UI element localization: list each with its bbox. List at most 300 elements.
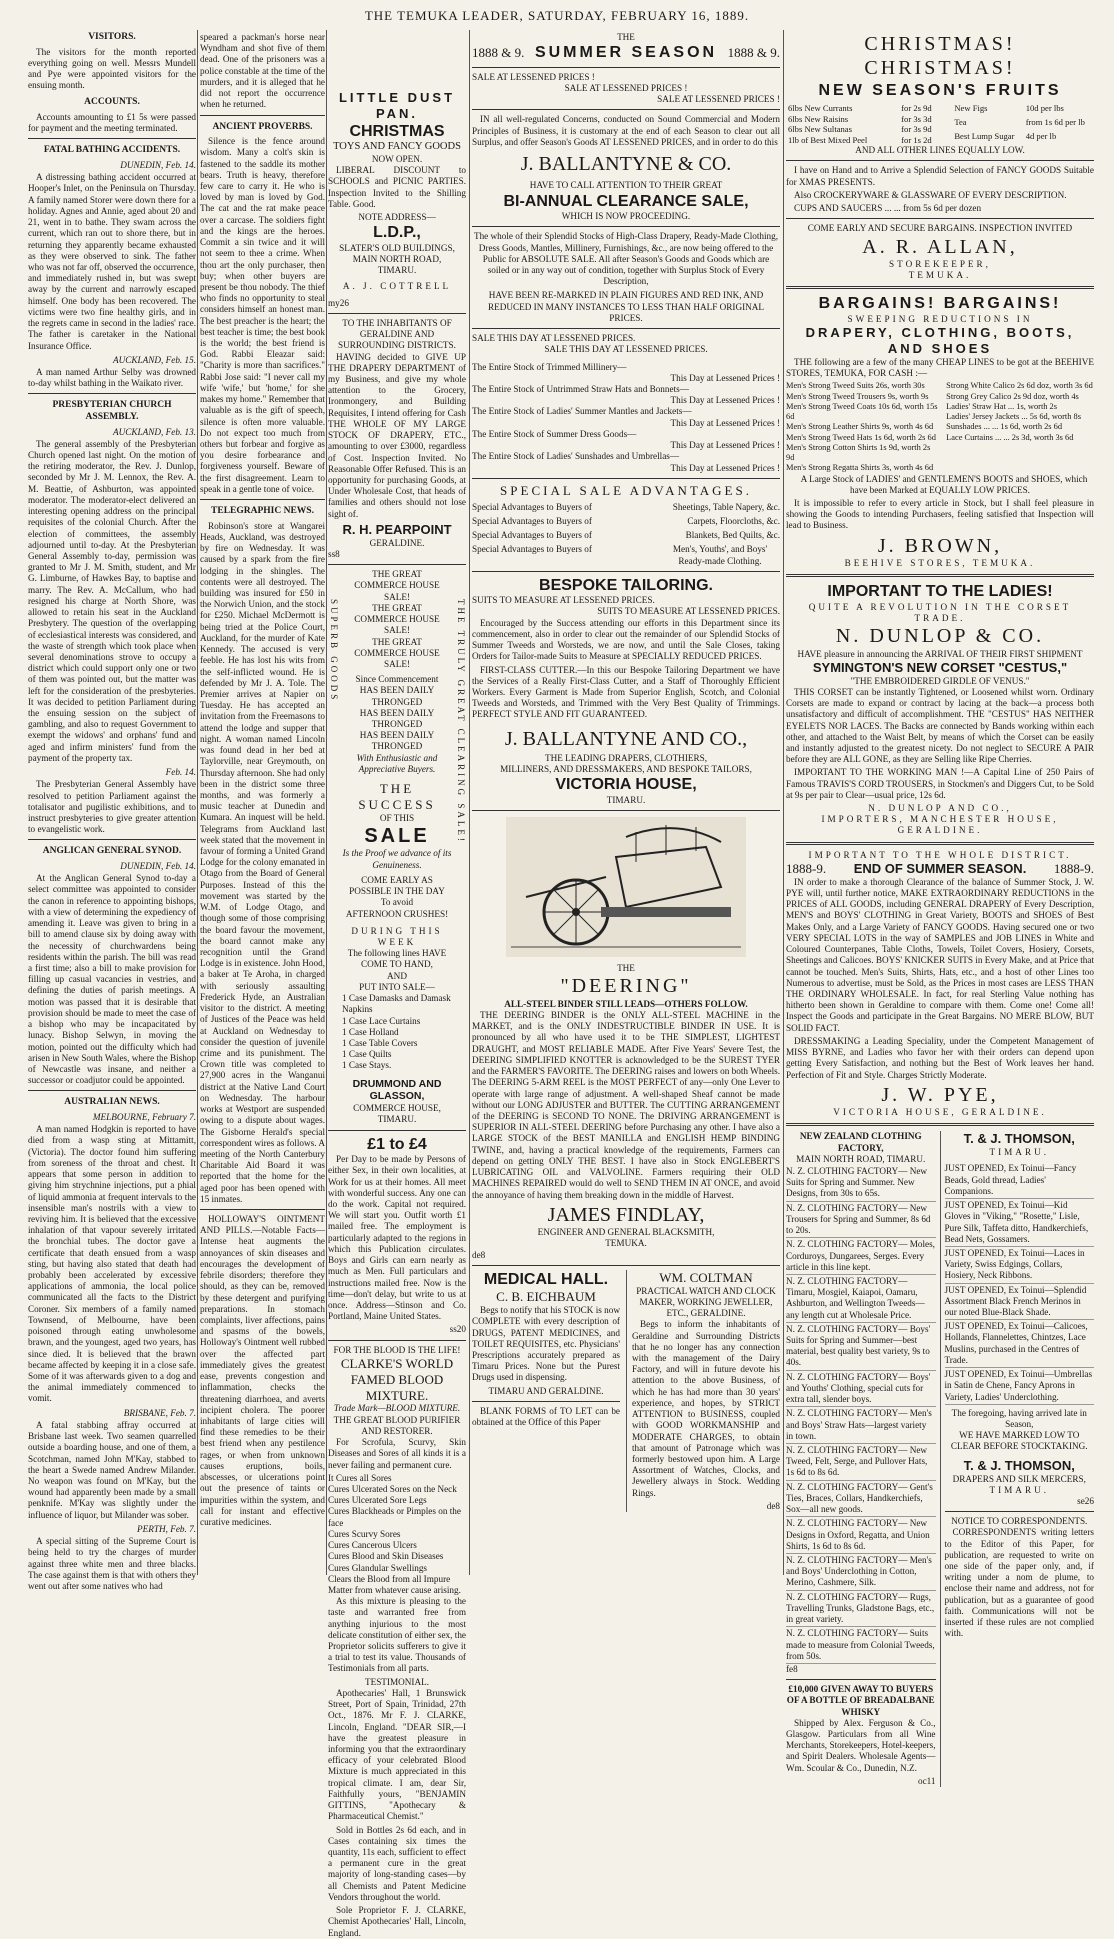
whisky-heading: £10,000 GIVEN AWAY TO BUYERS OF A BOTTLE OF BREADALBANE WHISKY [786, 1684, 935, 1717]
sale-enthusiastic: With Enthusiastic and Appreciative Buyers. [356, 752, 438, 774]
coltman-sub: PRACTICAL WATCH AND CLOCK MAKER, WORKING JEWELLER, ETC., GERALDINE. [636, 1285, 776, 1319]
nzcf-item: N. Z. CLOTHING FACTORY— Timaru, Mosgiel, Kaiapoi, Oamaru, Ashburton, and Wellington Tweeds—any length cut at Wholesale Price. [786, 1275, 936, 1323]
milliners: MILLINERS, AND DRESSMAKERS, AND BESPOKE TAILORS, [500, 764, 752, 775]
sale-come: COME EARLY AS POSSIBLE IN THE DAY [349, 874, 445, 897]
deering-sub: ALL-STEEL BINDER STILL LEADS—OTHERS FOLLOW. [504, 998, 748, 1009]
accounts-heading: ACCOUNTS. [84, 97, 140, 108]
biannual: BI-ANNUAL CLEARANCE SALE, [503, 192, 749, 210]
ad-code: my26 [328, 297, 349, 308]
leading-drapers: THE LEADING DRAPERS, CLOTHIERS, [544, 753, 708, 764]
proverbs-text: Silence is the fence around wisdom. Many a colt's skin is fastened to the saddle its mother bears. Truth is heavy, therefore few care to carry it. He who is loved by man is loved by God. The cat and the rat make peace over a carcase. The soldiers fight and the kings are the heroes. Commit a sin twice and it will not seem to thee a crime. When thou art the only purchaser, then buy; when other buyers are present be thou nobody. The thief who finds no opportunity to steal considers himself an honest man. The best preacher is the heart; the best teacher is time; the best book is the world; the best friend is God. Rabbi Eleazar said: "Charity is more than sacrifices." Rabbi Jose said: "I never call my wife 'wife,' but 'home,' for she makes my home." Remember that valuable as is the gift of speech, silence is often more valuable. Do not expect too much from others but forbear and forgive as you desire forbearance and forgiveness yourself. Beware of the first disagreement. Learn to speak in a gentle tone of voice. [200, 136, 325, 494]
brown-line: Strong White Calico 2s 6d doz, worth 3s 6d [946, 381, 1093, 391]
summer-season: SUMMER SEASON [534, 44, 718, 62]
price-item: 6lbs New Sultanas [788, 124, 852, 135]
divider [786, 574, 1094, 577]
cestus-heading: SYMINGTON'S NEW CORSET "CESTUS," [812, 659, 1068, 675]
sale-proof: Is the Proof we advance of its Genuineness. [342, 848, 452, 870]
fruit-prices-right [952, 103, 1094, 145]
allan-text: I have on Hand and to Arrive a Splendid Selection of FANCY GOODS Suitable for XMAS PRESENTS. [786, 165, 1094, 187]
blood-great: THE GREAT BLOOD PURIFIER AND RESTORER. [333, 1414, 461, 1436]
end-of-season: END OF SUMMER SEASON. [853, 860, 1027, 876]
deering-title: "DEERING" [560, 975, 692, 998]
findlay-sub: ENGINEER AND GENERAL BLACKSMITH, [537, 1227, 715, 1238]
notice-heading: NOTICE TO CORRESPONDENTS. [951, 1516, 1088, 1527]
telegraphic-text: Robinson's store at Wangarei Heads, Auckland, was destroyed by fire on Wednesday. It was caused by a spark from the fire lodging in the shingles. The contents were all destroyed. The building was insured for £50 in the Norwich Union, and the stock for £250. Michael McDermott is being tried at the Police Court, Auckland, for the murder of Kate Kennedy. The accused is very feeble. He has lost his wits from the self-inflicted wound. He is defended by Mr J. A. Tole. The Premier arrives at Napier on Tuesday. He has accepted an invitation from the Freemasons to attend the lodge and supper that night. A woman named Lincoln was found dead in her bed at Taylorville, near Greymouth, on Thursday afternoon. She had only been in the district some three months, and was formerly a music teacher at Dunedin and Kumara. An inquest will be held. Telegrams from Auckland last week stated that the movement in favour of forming a United Grand Lodge for the colony emanated in Otago from the Board of General Purposes. Instead of this the movement was started by the W.M. of Lodge Otago, and though some of those comprising the board favour the movement, the board cannot make any recognition until the Grand Lodge is in existence. John Hood, a baker at Te Aroha, in charged with seriously assaulting Frederick Hyde, an Australian visitor to the district. A meeting of Justices of the Peace was held at Auckland on Wednesday to consider the question of juvenile crime and its punishment. The Crown title was completed to 27,900 acres in the Wanganui district at the Native Land Court on Wednesday. The harbour works at Westport are suspended owing to a dispute about wages. The Gisborne Herald's special correspondent wires as follows. A meeting of the North Canterbury Charitable Aid Board it was reported that the home for the aged poor has been opened with 15 inmates. [200, 520, 325, 1204]
brown-sub: BEEHIVE STORES, TEMUKA. [844, 558, 1036, 568]
sale-line: THE GREAT [372, 602, 422, 613]
visitors-text: The visitors for the month reported everything going on well. Messrs Mundell and Pye were appointed visitors for the ensuing month. [28, 46, 196, 91]
entire-right: This Day at Lessened Prices ! [670, 440, 780, 451]
entire-left: The Entire Stock of Summer Dress Goods— [472, 428, 637, 439]
thomson-item: JUST OPENED, Ex Toinui—Kid Gloves in "Viking," "Rosette," Lisle, Pure Silk, Taffeta ditto, Handkerchiefs, Bead Nets, Gossamers. [945, 1199, 1095, 1247]
cutter-text: FIRST-CLASS CUTTER.—In this our Bespoke Tailoring Department we have the Services of a Really First-Class Cutter, and a Staff of Thoroughly Efficient Workers. Every Garment is Made from Superior English, Scotch, and Colonial Tweeds and Worsteds, and Trimmed with the Very Best Quality of Trimmings. PERFECT STYLE AND FIT GUARANTEED. [472, 664, 780, 720]
divider [328, 313, 466, 314]
brown-impossible: It is impossible to refer to every article in Stock, but I shall feel pleasure in showing the Goods to intending Purchasers, feeling satisfied that Inspection will lead to Business. [786, 497, 1094, 531]
sale-week: DURING THIS WEEK [351, 925, 443, 947]
australian-text: A man named Hodgkin is reported to have died from a wasp sting at Mittamitt, (Victoria). The doctor found him suffering from soreness of the throat and chest. It appears that some person in addition to giving him strychnine injections, put a phial of liquid ammonia at frequent intervals to the insensible man's nostrils with a view to reviving him. It is believed that the excessive inhalation of that vapour severely irritated the bronchial tubes. The doctor gave a certificate that death ensued from a wasp sting, but having also stated that death had probably been accelerated by excessive applications of ammonia, the local police communicated all the facts to the District Coroner. Six members of a family named Townsend, of Melbourne, have been poisoned through eating unwholesome brawn, and the youngest, aged two years, has since died. It is believed that the brawn became affected by keeping it in a close safe. Some of it was afterwards given to a dog and the animal immediately commenced to vomit. [28, 1124, 196, 1404]
special-left: Special Advantages to Buyers of [472, 544, 592, 555]
blood-sold: Sold in Bottles 2s 6d each, and in Cases containing six times the quantity, 11s each, sufficient to effect a permanent cure in the great majority of long-standing cases—by all Chemists and Patent Medicine Vendors throughout the world. [328, 1824, 466, 1902]
brown-line: Ladies' Jersey Jackets ... 5s 6d, worth 8s [946, 412, 1081, 422]
price-value: 4d per lb [1025, 131, 1057, 142]
anglican-text: At the Anglican General Synod to-day a select committee was appointed to consider the canon in reference to appointing bishops, with a view of determining the expediency of amending it. Leave was given to bring in a bill to amend clause six by doing away with the necessity of churchwardens being residents within the parish. The bill was read a first time; also a bill to make provision for filling up casual vacancies in vestries, and defining the duties of parish meetings. A motion was passed that it is desirable that provision should be made to meet the case of a bishop who may be incapacitated by lunacy. Bishop Selwyn, in moving the motion, pointed out the difficulty which had arisen in New South Wales, where the Bishop of Newcastle was insane, and neither a successor or coadjutor could be appointed. [28, 873, 197, 1086]
deering-the: THE [617, 963, 635, 974]
brown-line: Men's Strong Regatta Shirts 3s, worth 4s 6d [786, 463, 934, 473]
special-right: Carpets, Floorcloths, &c. [687, 515, 780, 526]
pearpoint-town: GERALDINE. [369, 537, 425, 548]
fatal-heading: FATAL BATHING ACCIDENTS. [43, 145, 181, 156]
brown-line: Men's Strong Tweed Hats 1s 6d, worth 2s 6d [786, 432, 936, 442]
testimonial-text: Apothecaries' Hall, 1 Brunswick Street, Port of Spain, Trinidad, 27th Oct., 1876. Mr F. J. CLARKE, Lincoln, England. "DEAR SIR,—I have the greatest pleasure in informing you that the extraordinary efficacy of your celebrated Blood Mixture is much appreciated in this tropical climate. I am, dear Sir, Faithfully yours, "BENJAMIN GITTINS, "Apothecary & Pharmaceutical Chemist." [328, 1687, 466, 1822]
sale-thronged: HAS BEEN DAILY THRONGED [359, 730, 435, 752]
divider [472, 571, 780, 572]
nzcf-item: N. Z. CLOTHING FACTORY— Men's and Boys' Straw Hats—largest variety in town. [786, 1407, 936, 1444]
blood-cure: Cures Ulcerated Sore Legs [328, 1495, 427, 1506]
ad-code: fe8 [786, 1663, 798, 1674]
divider [945, 1511, 1095, 1512]
ballantyne-name: J. BALLANTYNE & CO. [520, 153, 732, 176]
whisky-text: Shipped by Alex. Ferguson & Co., Glasgow. Particulars from all Wine Merchants, Storekeepers, Hotel-keepers, and Spirit Dealers. Wholesale Agents—Wm. Scoular & Co., Dunedin, N.Z. [786, 1717, 936, 1773]
ldp-address-2: MAIN NORTH ROAD, [352, 254, 442, 265]
price-value: for 2s 9d [901, 103, 932, 114]
ldp-text: LIBERAL DISCOUNT to SCHOOLS and PICNIC PARTIES. Inspection Invited to the Shilling Table. Good. [328, 165, 466, 209]
divider [28, 138, 196, 139]
brown-line: Men's Strong Cotton Shirts 1s 9d, worth 2s 9d [786, 442, 931, 463]
special-right: Sheetings, Table Napery, &c. [672, 501, 780, 512]
blood-more: As this mixture is pleasing to the taste and warranted free from anything injurious to the most delicate constitution of either sex, the Proprietor solicits sufferers to give it a trial to test its value. Thousands of Testimonials from all parts. [328, 1596, 466, 1674]
sale-day: SALE THIS DAY AT LESSENED PRICES. [472, 333, 636, 344]
brown-line: Men's Strong Leather Shirts 9s, worth 4s 6d [786, 422, 934, 432]
thomson-item: JUST OPENED, Ex Toinui—Calicoes, Hollands, Flannelettes, Chintzes, Lace Muslins, purchased in the Centres of Trade. [945, 1320, 1095, 1368]
ad-code: de8 [472, 1249, 486, 1260]
fruit-prices-left [786, 103, 946, 145]
blood-title: CLARKE'S WORLD FAMED BLOOD MIXTURE. [340, 1355, 454, 1403]
ad-code: se26 [1077, 1495, 1094, 1506]
notice-text: CORRESPONDENTS writing letters to the Editor of this Paper, for publication, are requested to write on one side of the paper only, and, if writing under a nom de plume, to enclose their name and address, not for publication, but as a guarantee of good faith. Communications will not be inserted if these rules are not complied with. [944, 1527, 1094, 1639]
vertical-text-right: THE TRULY GREAT CLEARING SALE! [456, 599, 466, 845]
australian-heading: AUSTRALIAN NEWS. [64, 1097, 160, 1108]
thomson-item: JUST OPENED, Ex Toinui—Umbrellas in Satin de Chene, Fancy Aprons in Variety, Ladies' Underclothing. [945, 1368, 1095, 1405]
pearpoint-intro: TO THE INHABITANTS OF GERALDINE AND SURROUNDING DISTRICTS. [338, 317, 456, 351]
pounds-heading: £1 to £4 [367, 1135, 427, 1153]
divider [328, 1340, 466, 1341]
australian-text-3: A special sitting of the Supreme Court is being held to try the charges of murder against three white men and three blacks. The case against them is that with others they went out after some natives who had [28, 1536, 196, 1591]
eos-year-right: 1888-9. [1053, 860, 1094, 876]
year-left: 1888 & 9. [472, 45, 525, 61]
ad-code: ss8 [328, 548, 340, 559]
special-left: Special Advantages to Buyers of [472, 515, 592, 526]
sale-item: 1 Case Lace Curtains [342, 1015, 421, 1026]
pye-text: IN order to make a thorough Clearance of the balance of Summer Stock, J. W. PYE will, until further notice, MAKE EXTRAORDINARY REDUCTIONS in the PRICES of ALL GOODS, including GENERAL DRAPERY of Every Description, MEN'S and BOYS' CLOTHING in Great Variety, BOOTS and SHOES of Best Makes Only, and a Large Variety of FANCY GOODS. Having secured one or two VERY SPECIAL LOTS in the way of SAMPLES and JOB LINES in White and Coloured Counterpanes, Table Cloths, Towels, Toilet Covers, Hosiery, Corsets, Sheetings and Calicoes. BOYS' KNICKER SUITS in Every Make, and at Price that cannot be touched. Men's Suits, Shirts, Hats, etc., and a host of other Lines too Numerous to advertise, must be Sold, as the Prices in most cases are LESS THAN THE ORDINARY WHOLESALE. In fact, for real Sterling Value nothing has hitherto been shown in Geraldine to compare with them. Come one! Come all! Inspect the Goods and participate in the Great Bargains. NO MERE BLOW, BUT SOLID FACT. [786, 876, 1094, 1033]
brown-line: Strong Grey Calico 2s 9d doz, worth 4s [946, 391, 1079, 401]
visitors-heading: VISITORS. [88, 32, 136, 42]
blood-proprietor: Sole Proprietor F. J. CLARKE, Chemist Apothecaries' Hall, Lincoln, England. [328, 1905, 466, 1938]
blood-text: For Scrofula, Scurvy, Skin Diseases and Sores of all kinds it is a never failing and permanent cure. [328, 1437, 466, 1470]
coltman-text: Begs to inform the inhabitants of Geraldine and Surrounding Districts that he no longer has any connection with the management of the Dairy Factory, and will in future devote his attention to the above Business, of which he has had more than 30 years' experience, and hopes, by STRICT ATTENTION to BUSINESS, coupled with GOOD WORKMANSHIP and MODERATE CHARGES, to obtain that amount of Patronage which was formerly bestowed upon him. A Large Assortment of Watches, Clocks, and Jewellery always in Stock. Wedding Rings. [632, 1319, 780, 1498]
divider [472, 109, 780, 110]
brown-large: A Large Stock of LADIES' and GENTLEMEN'S BOOTS and SHOES, which have been Marked at EQUALLY LOW PRICES. [800, 473, 1088, 495]
sale-line: COMMERCE HOUSE SALE! [354, 647, 440, 669]
ldp-owner: A. J. COTTRELL [342, 280, 452, 291]
entire-left: The Entire Stock of Trimmed Millinery— [472, 361, 627, 372]
bespoke-text: Encouraged by the Success attending our efforts in this Department since its commencement, also in order to clear out the remainder of our Splendid Stocks of Summer Tweeds and Worsteds, we are now, and until the Sale Closes, taking Orders for Tailor-made Suits to Measure at SPECIALLY REDUCED PRICES. [472, 617, 780, 662]
ad-code: oc11 [917, 1775, 936, 1786]
fatal-text: A distressing bathing accident occurred at Hooper's Inlet, on the Peninsula on Thursday. A family named Storer were down there for a holiday. Agnes and Annie, aged about 20 and 21, went in to bathe. They swam across the current, which ran out to shore there, but in returning they apparently became exhausted as they were observed to sink. The father who was not far off, observed the occurrence, and immediately rushed in, but was swept away by the current and narrowly escaped himself. One body has been recovered. The victims were two fine healthy girls, and in the regrets came in second in the ladies' race. The father is caretaker in the National Insurance Office. [28, 172, 196, 351]
sale-line: THE GREAT [372, 636, 422, 647]
blood-cure: Cures Blood and Skin Diseases [328, 1551, 444, 1562]
sale-put: PUT INTO SALE— [359, 981, 435, 992]
divider [472, 1265, 780, 1266]
sale-item: 1 Case Damasks and Damask Napkins [342, 993, 451, 1015]
divider [28, 393, 196, 394]
entire-right: This Day at Lessened Prices ! [670, 462, 780, 473]
sale-of: OF THIS [379, 812, 415, 823]
nzcf-item: N. Z. CLOTHING FACTORY— Boys' and Youths' Clothing, special cuts for extra tall, slender boys. [786, 1371, 936, 1408]
sale-big: SALE [364, 825, 430, 848]
lessened-line: SALE AT LESSENED PRICES ! [472, 71, 595, 82]
important-ladies: IMPORTANT TO THE LADIES! [827, 583, 1053, 601]
divider [786, 842, 1094, 845]
thomson-item: JUST OPENED, Ex Toinui—Laces in Variety, Swiss Edgings, Collars, Hosiery, Neck Ribbons. [945, 1247, 1095, 1284]
drummond-house: COMMERCE HOUSE, [353, 1103, 441, 1114]
deering-text: THE DEERING BINDER is the ONLY ALL-STEEL MACHINE in the MARKET, and is the ONLY INDESTRUCTIBLE BINDER IN USE. It is pronounced by all who have used it to be THE SIMPLEST, LIGHTEST DRAUGHT, and MOST RELIABLE MADE. After Five Years' Severe Test, the DEERING SIMPLIFIED KNOTTER is acknowledged to be the SUREST TYER and the FARMER'S FAVORITE. The DEERING raises and lowers on both Wheels. The DEERING 5-ARM REEL is the MOST PERFECT of any—only One Lever to operate with large range of adjustment. A well-shaped Sheaf cannot be made without our LONG ADJUSTER and BUTTER. The CUTTING ARRANGEMENT of the DEERING is SECOND TO NONE. The DRIVING ARRANGEMENT is SUPERIOR IN ALL-STEEL DEERING before Purchasing any other. I have also a LARGE STOCK of the BEST MANILLA and ENGLISH HEMP BINDING TWINE, and, having a practical knowledge of the requirements, Farmers can depend on getting ONLY THE BEST. I have also in Stock ENGLEBERT'S LUBRICATING OIL and VALVOLINE. Farmers requiring their OLD MACHINES REPAIRED would do well to SEND THEM IN AT ONCE, and avoid the annoyance of having them breaking down in the middle of Harvest. [472, 1010, 780, 1200]
divider [200, 115, 325, 116]
divider [472, 478, 780, 479]
sale-line: COMMERCE HOUSE SALE! [354, 614, 440, 636]
bargains-heading: BARGAINS! BARGAINS! [818, 295, 1062, 313]
special-right: Men's, Youths', and Boys' Ready-made Clothing. [672, 544, 768, 566]
ldp-note: NOTE ADDRESS— [358, 212, 436, 223]
sweeping: SWEEPING REDUCTIONS IN [847, 313, 1033, 324]
price-item: New Figs [954, 103, 988, 114]
sale-lines: The following lines HAVE COME TO HAND, [347, 948, 447, 970]
sale-since: Since Commencement [355, 674, 439, 685]
presby-text: The general assembly of the Presbyterian Church opened last night. On the motion of the retiring moderator, the Rev. J. Dunlop, seconded by Mr J. M. Lennox, the Rev. A. M. Beattie, of Ashburton, was appointed moderator. The moderator-elect delivered an interesting opening address on the principal requisites of the colonial Church. After the election of committees, the assembly adjourned until to-day. At the Presbyterian General Assembly to-day, permission was granted to Mr J. M. Smith, student, and Mr G. Limburne, of Hawkes Bay, to baptise and marry. The Rev. A. McCallum, who had resigned his charge at North Shore, was allowed to retain his seat in the Auckland Presbytery. The question of the overlapping of ecclesiastical interests was considered, and the waste of strength which took place when several denominations strove to occupy a district which could support only one or two of them was pointed out, but the matter was left for the consideration of the presbyteries. It was decided to petition Parliament during the ensuing session on the subject of gambling, and also to request Government to exempt the widows' and orphans' fund and aged and infirm ministers' fund from the payment of the property tax. [28, 438, 196, 763]
girdle: "THE EMBROIDERED GIRDLE OF VENUS." [850, 675, 1030, 686]
blood-cure: Clears the Blood from all Impure Matter from whatever cause arising. [328, 1573, 461, 1595]
accounts-text: Accounts amounting to £1 5s were passed for payment and the meeting terminated. [28, 112, 196, 134]
nzcf-address: MAIN NORTH ROAD, TIMARU. [796, 1153, 926, 1164]
victoria-house: VICTORIA HOUSE, [555, 776, 697, 794]
continued-text: speared a packman's horse near Wyndham and shot five of them dead. One of the prisoners was a police constable at the time of the murders, and it is alleged that he did not report the occurrence when he returned. [200, 32, 325, 110]
price-item: Best Lump Sugar [954, 131, 1015, 142]
dunlop-name-2: N. DUNLOP AND CO., [868, 803, 1012, 814]
ballantyne-intro: IN all well-regulated Concerns, conducted on Sound Commercial and Modern Principles of Business, it is customary at the end of each Season to clear out all Surplus, and offer Season's Goods AT LESSENED PRICES, and in order to do this [472, 114, 780, 147]
entire-right: This Day at Lessened Prices ! [670, 417, 780, 428]
brown-line: Sunshades ... ... 1s 6d, worth 2s 6d [946, 422, 1063, 432]
thomson-town-2: TIMARU. [989, 1484, 1050, 1495]
nzcf-item: N. Z. CLOTHING FACTORY— New Suits for Spring and Summer. New Designs, from 30s to 65s. [786, 1165, 936, 1202]
telegraphic-heading: TELEGRAPHIC NEWS. [211, 506, 314, 517]
thomson-name-2: T. & J. THOMSON, [963, 1457, 1075, 1473]
whole-district: IMPORTANT TO THE WHOLE DISTRICT. [808, 849, 1072, 860]
nzcf-item: N. Z. CLOTHING FACTORY— Men's and Boys' Underclothing in Cotton, Merino, Cashmere, Silk. [786, 1554, 936, 1591]
sale-success: THE SUCCESS [358, 781, 436, 812]
presby-heading: PRESBYTERIAN CHURCH ASSEMBLY. [52, 400, 172, 422]
ad-code: ss20 [449, 1324, 466, 1335]
australian-text-2: A fatal stabbing affray occurred at Brisbane last week. Two seamen quarrelled outside a boarding house, and one of them, a Scotchman, named John M'Kay, stabbed to the heart a Swede named Andrew Milander. No weapon was found on M'Kay, but the wound had apparently been made by a small penknife. M'Kay was slightly under the influence of liquor, but Milander was sober. [28, 1419, 196, 1520]
price-item: 6lbs New Raisins [788, 113, 849, 124]
column-ads-1 [328, 32, 466, 1938]
sale-item: 1 Case Holland [342, 1026, 399, 1037]
revolution: QUITE A REVOLUTION IN THE CORSET TRADE. [808, 601, 1072, 623]
ballantyne-the: THE [617, 32, 635, 42]
entire-right: This Day at Lessened Prices ! [670, 395, 780, 406]
other-lines: AND ALL OTHER LINES EQUALLY LOW. [855, 145, 1025, 156]
sale-item: 1 Case Table Covers [342, 1037, 418, 1048]
drummond-name: DRUMMOND AND GLASSON, [352, 1077, 442, 1103]
dunlop-importers: IMPORTERS, MANCHESTER HOUSE, GERALDINE. [821, 814, 1059, 836]
divider [472, 810, 780, 811]
anglican-heading: ANGLICAN GENERAL SYNOD. [42, 846, 182, 857]
entire-left: The Entire Stock of Ladies' Summer Mantles and Jackets— [472, 406, 692, 417]
lessened-line: SALE AT LESSENED PRICES ! [657, 94, 780, 105]
entire-right: This Day at Lessened Prices ! [670, 372, 780, 383]
nzcf-item: N. Z. CLOTHING FACTORY— Rugs, Travelling Trunks, Gladstone Bags, etc., in great variety. [786, 1591, 936, 1628]
proceeding: WHICH IS NOW PROCEEDING. [561, 211, 691, 222]
column-rule [197, 30, 198, 1575]
dateline: MELBOURNE, February 7. [92, 1111, 196, 1122]
drummond-town: TIMARU. [377, 1114, 417, 1125]
thomson-item: JUST OPENED, Ex Toinui—Splendid Assortment Black French Merinos in our noted Blue-Black Shade. [945, 1284, 1095, 1321]
column-ads-2 [472, 32, 780, 1572]
price-value: for 1s 2d [901, 134, 932, 145]
entire-stock-row [472, 429, 780, 451]
divider [472, 67, 780, 68]
brown-line: Men's Strong Tweed Trousers 9s, worth 9s [786, 391, 929, 401]
sale-avoid: To avoid [380, 897, 414, 908]
dateline: AUCKLAND, Feb. 15. [113, 354, 196, 365]
brown-name: J. BROWN, [877, 534, 1003, 557]
entire-stock-row [472, 406, 780, 428]
eichbaum-town: TIMARU AND GERALDINE. [488, 1385, 604, 1396]
divider [328, 564, 466, 565]
drapery-heading: DRAPERY, CLOTHING, BOOTS, AND SHOES [805, 325, 1075, 356]
allan-sub: STOREKEEPER, [889, 258, 991, 269]
allan-town: TEMUKA. [908, 270, 972, 281]
sale-item: 1 Case Stays. [342, 1060, 392, 1071]
divider [328, 1130, 466, 1131]
price-value: from 1s 6d per lb [1025, 117, 1085, 128]
divider [786, 160, 1094, 161]
findlay-name: JAMES FINDLAY, [547, 1203, 705, 1226]
brown-line: Men's Strong Tweed Coats 10s 6d, worth 15s 6d [786, 401, 938, 422]
victoria-town: TIMARU. [606, 794, 646, 805]
pearpoint-text: HAVING decided to GIVE UP THE DRAPERY DEPARTMENT of my Business, and give my whole attention to the Grocery, Ironmongery, and Building Requisites, I intend offering for Cash THE WHOLE OF MY LARGE STOCK OF DRAPERY, ETC., amounting to over £3000, regardless of Cost. Inspection Invited. No Reasonable Offer Refused. This is an opportunity for purchasing Goods, at Under Wholesale Cost, that heads of families and others should not lose sight of. [328, 351, 466, 519]
divider [472, 226, 780, 227]
suits-line: SUITS TO MEASURE AT LESSENED PRICES. [597, 606, 780, 617]
thomson-ad [940, 1131, 1095, 1787]
pearpoint-name: R. H. PEARPOINT [342, 521, 452, 537]
brown-line: Men's Strong Tweed Suits 26s, worth 30s [786, 381, 925, 391]
column-ads-3 [786, 32, 1094, 1786]
sale-line: THE GREAT [372, 569, 422, 580]
ballantyne-have: HAVE TO CALL ATTENTION TO THEIR GREAT [529, 180, 723, 191]
price-item: Tea [954, 117, 967, 128]
working-man: IMPORTANT TO THE WORKING MAN !—A Capital Line of 250 Pairs of Famous TRAVIS'S CORD TROUSERS, in Stockmen's and Diggers Cut, to be Sold at 9s per pair to Clear—usual price, 12s 6d. [786, 767, 1094, 800]
allan-text: CUPS AND SAUCERS ... ... from 5s 6d per dozen [794, 203, 982, 214]
suits-line: SUITS TO MEASURE AT LESSENED PRICES. [472, 595, 655, 606]
column-rule [783, 30, 784, 1575]
blood-cure: Cures Cancerous Ulcers [328, 1540, 417, 1551]
entire-stock-row [472, 362, 780, 384]
nzcf-item: N. Z. CLOTHING FACTORY— New Trousers for Spring and Summer, 8s 6d to 20s. [786, 1202, 936, 1239]
allan-come: COME EARLY AND SECURE BARGAINS. INSPECTION INVITED [807, 223, 1073, 234]
nzcf-item: N. Z. CLOTHING FACTORY— Gent's Ties, Braces, Collars, Handkerchiefs, Sox—all new goods. [786, 1481, 936, 1518]
dressmaking: DRESSMAKING a Leading Speciality, under the Competent Management of MISS BYRNE, and Ladies who favor her with their orders can depend upon getting Every Satisfaction, and nothing but the Best of Work leaves her hand. Perfection of Fit and Style. Charges Strictly Moderate. [786, 1035, 1094, 1080]
column-rule [326, 30, 327, 1575]
divider [786, 1123, 1094, 1126]
allan-text: Also CROCKERYWARE & GLASSWARE OF EVERY DESCRIPTION. [794, 189, 1067, 200]
eichbaum-name: C. B. EICHBAUM [496, 1289, 596, 1305]
fruits-heading: NEW SEASON'S FRUITS [818, 81, 1062, 99]
allan-name: A. R. ALLAN, [862, 235, 1018, 258]
vertical-text-left: SUPERB GOODS [328, 599, 339, 703]
ballantyne-name-2: J. BALLANTYNE AND CO., [504, 727, 748, 750]
price-item: 1lb of Best Mixed Peel [788, 134, 868, 145]
column-news-2 [200, 32, 325, 1572]
brown-intro: THE following are a few of the many CHEAP LINES to be got at the BEEHIVE STORES, TEMUKA, FOR CASH :— [786, 356, 1094, 379]
blood-cure: Cures Ulcerated Sores on the Neck [328, 1483, 457, 1494]
blank-forms: BLANK FORMS of TO LET can be obtained at the Office of this Paper [472, 1405, 620, 1428]
entire-stock-row [472, 384, 780, 406]
ldp-address: SLATER'S OLD BUILDINGS, [339, 242, 455, 253]
sale-crushes: AFTERNOON CRUSHES! [345, 908, 449, 919]
price-item: 6lbs New Currants [788, 103, 853, 114]
price-value: for 3s 9d [901, 124, 932, 135]
proverbs-heading: ANCIENT PROVERBS. [212, 121, 313, 132]
thomson-note: The foregoing, having arrived late in Season, [951, 1407, 1087, 1429]
dateline: DUNEDIN, Feb. 14. [120, 861, 196, 872]
holloway-text: HOLLOWAY'S OINTMENT AND PILLS.—Notable Facts—Intense heat augments the annoyances of skin diseases and encourages the development of febrile disorders; therefore they should, as they can be, removed by these detergent and purifying preparations. In stomach complaints, liver affections, pains and spasms of the bowels, Holloway's Ointment well rubbed over the affected part immediately gives the greatest ease, prevents congestion and inflammation, checks the threatening diarrhoea, and averts incipient cholera. The poorer inhabitants of large cities will find these remedies to be their best friend when any pestilence rages, or when from unknown causes eruptions, boils, abscesses, or ulcerations point out the presence of taints or impurities within the system, and call for instant and effective curative medicines. [200, 1214, 325, 1527]
year-right: 1888 & 9. [727, 45, 780, 61]
testimonial-heading: TESTIMONIAL. [364, 1676, 430, 1687]
nz-clothing-factory [786, 1131, 936, 1787]
dateline: DUNEDIN, Feb. 14. [120, 160, 196, 171]
special-heading: SPECIAL SALE ADVANTAGES. [500, 482, 752, 498]
special-left: Special Advantages to Buyers of [472, 530, 592, 541]
whole-stock: The whole of their Splendid Stocks of High-Class Drapery, Ready-Made Clothing, Dress Goods, Mantles, Millinery, Furnishings, &c., are now being offered to the Public for ABSOLUTE SALE. All after Season's Goods and Goods which are soiled or in any way out of condition, together with Surplus Stock of Every Description, [473, 231, 779, 287]
nzcf-item: N. Z. CLOTHING FACTORY— New Designs in Oxford, Regatta, and Union Shirts, 1s 6d to 8s 6d. [786, 1517, 936, 1554]
sale-thronged: HAS BEEN DAILY THRONGED [359, 685, 435, 707]
price-value: for 3s 3d [901, 113, 932, 124]
divider [786, 1679, 936, 1680]
divider [472, 328, 780, 329]
blood-cure: Cures Glandular Swellings [328, 1562, 428, 1573]
pye-sub: VICTORIA HOUSE, GERALDINE. [833, 1107, 1047, 1118]
thomson-town: TIMARU. [989, 1147, 1050, 1158]
thomson-item: JUST OPENED, Ex Toinui—Fancy Beads, Gold thread, Ladies' Companions. [945, 1162, 1095, 1199]
ldp-name: L.D.P., [373, 224, 421, 242]
nzcf-item: N. Z. CLOTHING FACTORY— Suits made to measure from Colonial Tweeds, from 50s. [786, 1627, 936, 1664]
blood-trademark: Trade Mark—BLOOD MIXTURE. [333, 1403, 461, 1414]
masthead: THE TEMUKA LEADER, SATURDAY, FEBRUARY 16, 1889. [364, 8, 750, 23]
ldp-town: TIMARU. [377, 265, 417, 276]
sale-thronged: HAS BEEN DAILY THRONGED [359, 707, 435, 730]
christmas-heading: CHRISTMAS! CHRISTMAS! [864, 33, 1016, 80]
blood-heading: FOR THE BLOOD IS THE LIFE! [333, 1344, 461, 1355]
cestus-text: THIS CORSET can be instantly Tightened, or Loosened whilst worn. Ordinary Corsets are made to expand or contract by lacing at the back—a process both unsatisfactory and difficult of accomplishment. THE "CESTUS" HAS NEITHER EYELETS NOR LACES. The Backs are connected by Bands working within each other, and attached to the Waist Belt, by means of which the Corset can be easily and instantly adjusted to the greatest nicety. Do not neglect to SECURE A PAIR before they are ALL GONE, as they are Selling like Ripe Cherries. [786, 686, 1094, 765]
ldp-title: LITTLE DUST PAN. [338, 90, 456, 121]
nzcf-item: N. Z. CLOTHING FACTORY— New Tweed, Felt, Serge, and Pullover Hats, 1s 6d to 8s 6d. [786, 1444, 936, 1481]
entire-stock-row [472, 451, 780, 473]
findlay-town: TEMUKA. [605, 1238, 647, 1249]
sale-item: 1 Case Quilts [342, 1049, 392, 1060]
dunlop-have: HAVE pleasure in announcing the ARRIVAL OF THEIR FIRST SHIPMENT [797, 648, 1083, 659]
column-rule [469, 30, 470, 1575]
eos-year-left: 1888-9. [786, 860, 827, 876]
remarked: HAVE BEEN RE-MARKED IN PLAIN FIGURES AND RED INK, AND REDUCED IN MANY INSTANCES TO LESS THAN HALF ORIGINAL PRICES. [487, 290, 765, 323]
bespoke-heading: BESPOKE TAILORING. [539, 576, 713, 594]
sale-day: SALE THIS DAY AT LESSENED PRICES. [544, 344, 708, 355]
nzcf-item: N. Z. CLOTHING FACTORY— Boys' Suits for Spring and Summer—best material, best quality best variety, 9s to 40s. [786, 1323, 936, 1371]
sale-line: COMMERCE HOUSE SALE! [354, 580, 440, 602]
column-news-1 [28, 32, 197, 1591]
ldp-christmas: CHRISTMAS [349, 122, 445, 140]
lessened-line: SALE AT LESSENED PRICES ! [564, 82, 688, 93]
divider [28, 1090, 196, 1091]
divider [28, 839, 196, 840]
thomson-sub: DRAPERS AND SILK MERCERS, [952, 1473, 1086, 1484]
presby-text-2: The Presbyterian General Assembly have resolved to petition Parliament against the totalisator and pugilistic exhibitions, and to instruct presbyteries to give greater attention to evangelistic work. [28, 779, 196, 835]
medical-hall: MEDICAL HALL. [483, 1270, 609, 1288]
price-value: 10d per lbs [1025, 103, 1064, 114]
blood-cure: Cures Blackheads or Pimples on the face [328, 1506, 461, 1528]
nzcf-item: N. Z. CLOTHING FACTORY— Moles, Corduroys, Dungarees, Serges. Every article in this line kept. [786, 1238, 936, 1275]
dateline: BRISBANE, Feb. 7. [123, 1407, 196, 1418]
dateline: AUCKLAND, Feb. 13. [113, 426, 196, 437]
nzcf-heading: NEW ZEALAND CLOTHING FACTORY, [799, 1131, 922, 1153]
sale-and: AND [387, 970, 407, 981]
divider [200, 1209, 325, 1210]
dateline: PERTH, Feb. 7. [137, 1523, 196, 1534]
eichbaum-text: Begs to notify that his STOCK is now COMPLETE with every description of DRUGS, PATENT MEDICINES, and TOILET REQUISITES, etc. Physicians' Prescriptions accurately prepared as Timaru Prices. None but the Purest Drugs used in dispensing. [472, 1305, 620, 1383]
dunlop-name: N. DUNLOP & CO. [835, 625, 1045, 648]
divider [472, 1401, 620, 1402]
blood-cure: It Cures all Sores [328, 1472, 392, 1483]
special-left: Special Advantages to Buyers of [472, 501, 592, 512]
ldp-open: NOW OPEN. [371, 154, 423, 165]
brown-line: Ladies' Straw Hat ... 1s, worth 2s [946, 401, 1058, 411]
dateline: Feb. 14. [165, 767, 196, 778]
entire-left: The Entire Stock of Untrimmed Straw Hats and Bonnets— [472, 384, 689, 395]
brown-line: Lace Curtains ... ... 2s 3d, worth 3s 6d [946, 432, 1074, 442]
entire-left: The Entire Stock of Ladies' Sunshades and Umbrellas— [472, 451, 680, 462]
thomson-reduced: WE HAVE MARKED LOW TO CLEAR BEFORE STOCKTAKING. [950, 1430, 1088, 1452]
blood-cure: Cures Scurvy Sores [328, 1528, 401, 1539]
coltman-name: WM. COLTMAN [659, 1269, 753, 1285]
pye-name: J. W. PYE, [881, 1083, 999, 1106]
